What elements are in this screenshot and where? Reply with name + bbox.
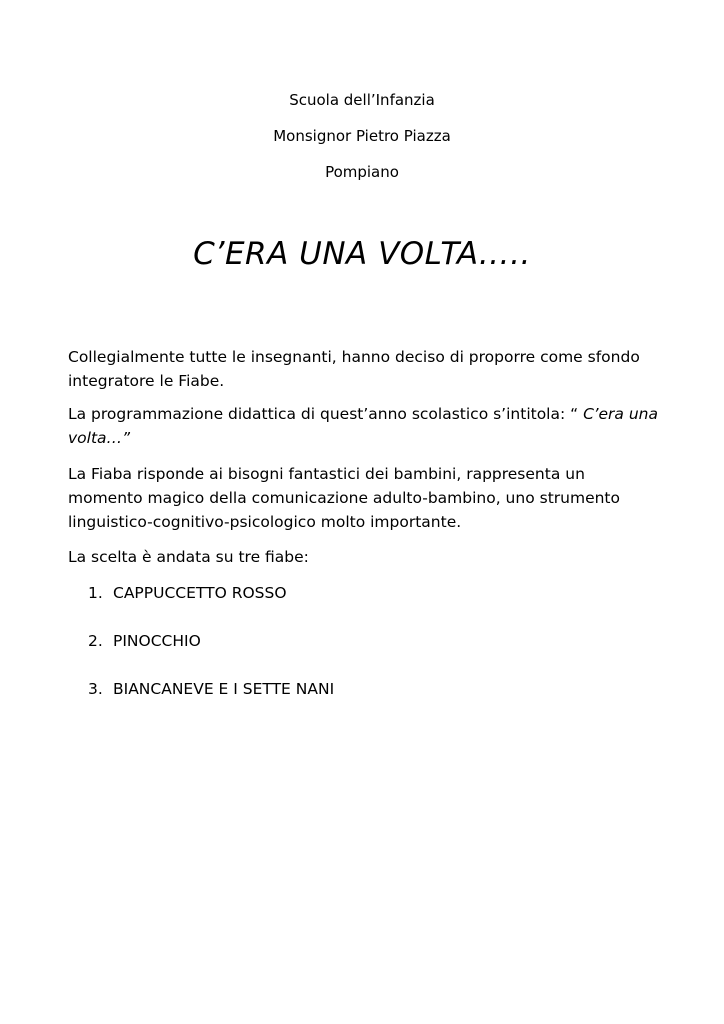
- list-item-number: 2.: [88, 632, 103, 650]
- program-intro: La programmazione didattica di quest’anno scolastico s’intitola: “: [68, 405, 584, 423]
- paragraph-choice: [68, 545, 658, 569]
- school-name: Monsignor Pietro Piazza: [273, 127, 451, 145]
- paragraph-intro: [68, 345, 658, 393]
- school-town: Pompiano: [325, 163, 399, 181]
- list-item-label: PINOCCHIO: [113, 632, 201, 650]
- list-item: [88, 582, 287, 604]
- paragraph-intro-text: Collegialmente tutte le insegnanti, hanno deciso di proporre come sfondo integratore le Fiabe.: [68, 348, 640, 390]
- document-title: C’ERA UNA VOLTA…..: [193, 236, 531, 272]
- list-item: [88, 678, 334, 700]
- list-item: [88, 630, 201, 652]
- list-item-label: CAPPUCCETTO ROSSO: [113, 584, 287, 602]
- paragraph-program-text: [68, 402, 658, 450]
- paragraph-fiaba: [68, 462, 658, 534]
- program-quote: C’era una volta…”: [68, 405, 658, 447]
- paragraph-program: [68, 402, 658, 450]
- list-item-label: BIANCANEVE E I SETTE NANI: [113, 680, 335, 698]
- school-type: Scuola dell’Infanzia: [289, 91, 435, 109]
- list-item-number: 3.: [88, 680, 103, 698]
- paragraph-fiaba-text: La Fiaba risponde ai bisogni fantastici dei bambini, rappresenta un momento magico della comunicazione adulto-bambino, uno strumento linguistico-cognitivo-psicologico molto importante.: [68, 465, 620, 531]
- list-item-number: 1.: [88, 584, 103, 602]
- paragraph-choice-text: La scelta è andata su tre fiabe:: [68, 548, 309, 566]
